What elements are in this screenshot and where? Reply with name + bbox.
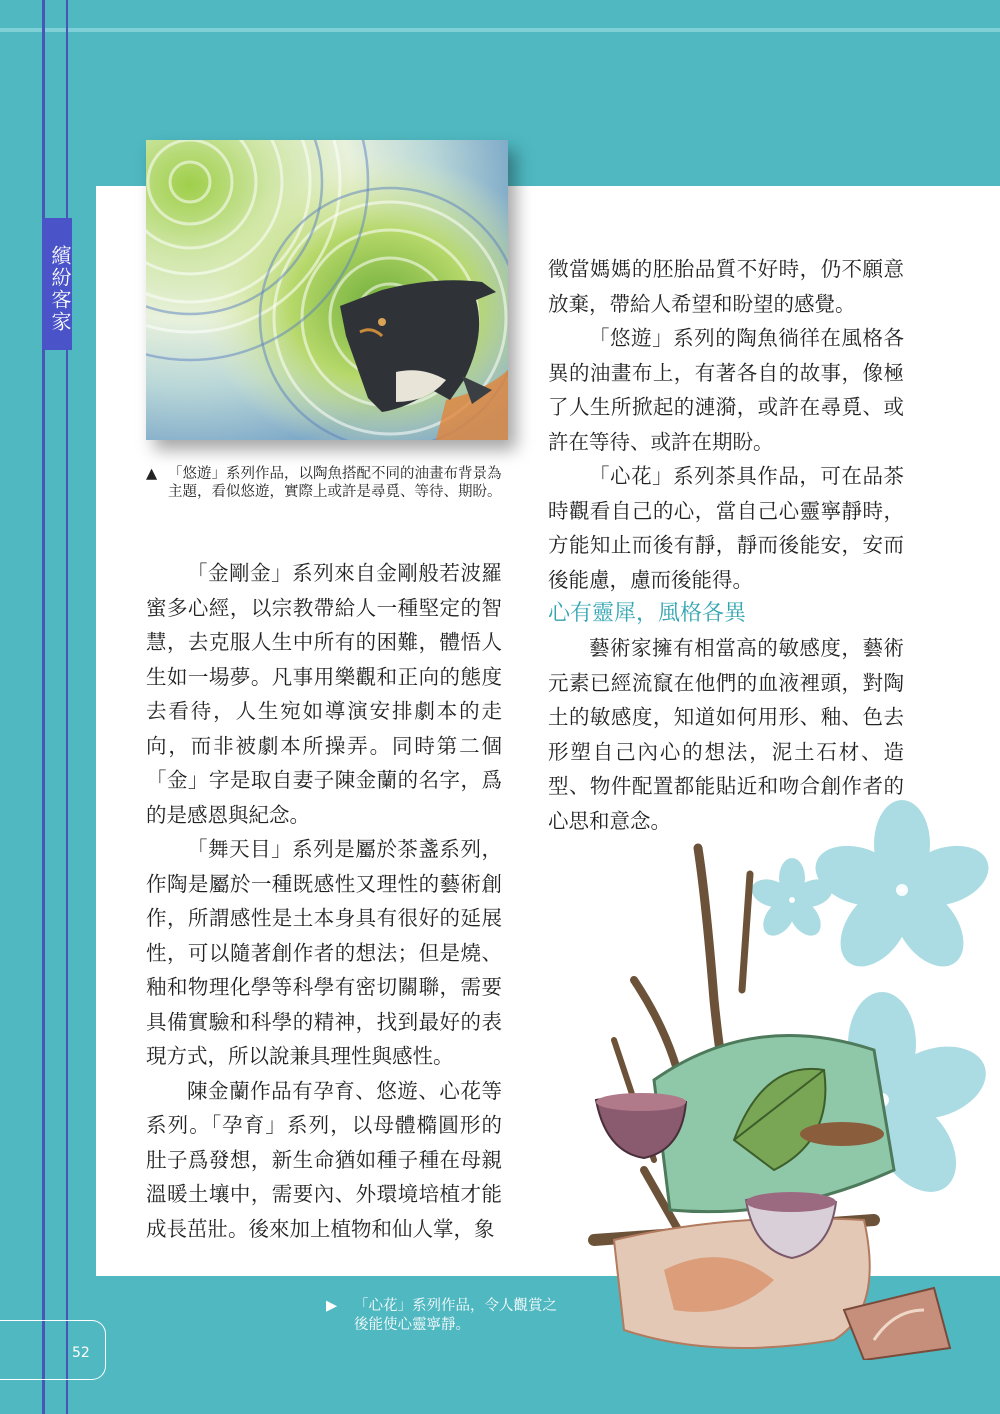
- section-tab: 繽紛客家: [42, 218, 72, 350]
- page-number: 52: [72, 1345, 90, 1361]
- left-vertical-rule-thin: [66, 0, 68, 1414]
- paragraph: 「舞天目」系列是屬於茶盞系列，作陶是屬於一種既感性又理性的藝術創作，所謂感性是土本身具有很好的延展性，可以隨著創作者的想法；但是燒、釉和物理化學等科學有密切關聯，需要具備實驗和科學的精神，找到最好的表現方式，所以說兼具理性與感性。: [146, 837, 502, 1068]
- paragraph: 「金剛金」系列來自金剛般若波羅蜜多心經，以宗教帶給人一種堅定的智慧，去克服人生中所有的困難，體悟人生如一場夢。凡事用樂觀和正向的態度去看待，人生宛如導演安排劇本的走向，而非被劇本所操弄。同時第二個「金」字是取自妻子陳金蘭的名字，爲的是感恩與紀念。: [146, 561, 502, 827]
- figure1-caption: [146, 465, 512, 501]
- top-rule: [0, 28, 1000, 32]
- paragraph-continued: 徵當媽媽的胚胎品質不好時，仍不願意放棄，帶給人希望和盼望的感覺。: [548, 257, 904, 316]
- caption-triangle-icon: ▲: [146, 466, 158, 482]
- paragraph: 陳金蘭作品有孕育、悠遊、心花等系列。「孕育」系列，以母體橢圓形的肚子爲發想，新生命猶如種子種在母親溫暖土壤中，需要內、外環境培植才能成長茁壯。後來加上植物和仙人掌，象: [146, 1078, 502, 1241]
- right-text-column: [548, 252, 904, 838]
- figure1-caption-text: 「悠遊」系列作品，以陶魚搭配不同的油畫布背景為主題，看似悠遊，實際上或許是尋覓、等待、期盼。: [168, 466, 502, 500]
- figure2-caption: [326, 1297, 566, 1335]
- figure-painting-fish: [146, 140, 508, 440]
- left-text-column: [146, 556, 502, 1246]
- paragraph: 「心花」系列茶具作品，可在品茶時觀看自己的心，當自己心靈寧靜時，方能知止而後有靜，靜而後能安，安而後能慮，慮而後能得。: [548, 464, 904, 592]
- page-number-frame: [0, 1320, 106, 1380]
- figure-tea-set: [574, 840, 954, 1360]
- left-vertical-rule: [42, 0, 45, 1414]
- paragraph: 「悠遊」系列的陶魚徜徉在風格各異的油畫布上，有著各自的故事，像極了人生所掀起的漣漪，或許在尋覓、或許在等待、或許在期盼。: [548, 326, 904, 454]
- caption-arrow-icon: ▶: [326, 1298, 338, 1314]
- section-heading: 心有靈犀，風格各異: [548, 601, 747, 626]
- painting-fish-image: [146, 140, 508, 440]
- figure2-caption-text: 「心花」系列作品，令人觀賞之後能使心靈寧靜。: [354, 1298, 557, 1333]
- paragraph: 藝術家擁有相當高的敏感度，藝術元素已經流竄在他們的血液裡頭，對陶土的敏感度，知道如何用形、釉、色去形塑自己內心的想法，泥土石材、造型、物件配置都能貼近和吻合創作者的心思和意念。: [548, 636, 904, 833]
